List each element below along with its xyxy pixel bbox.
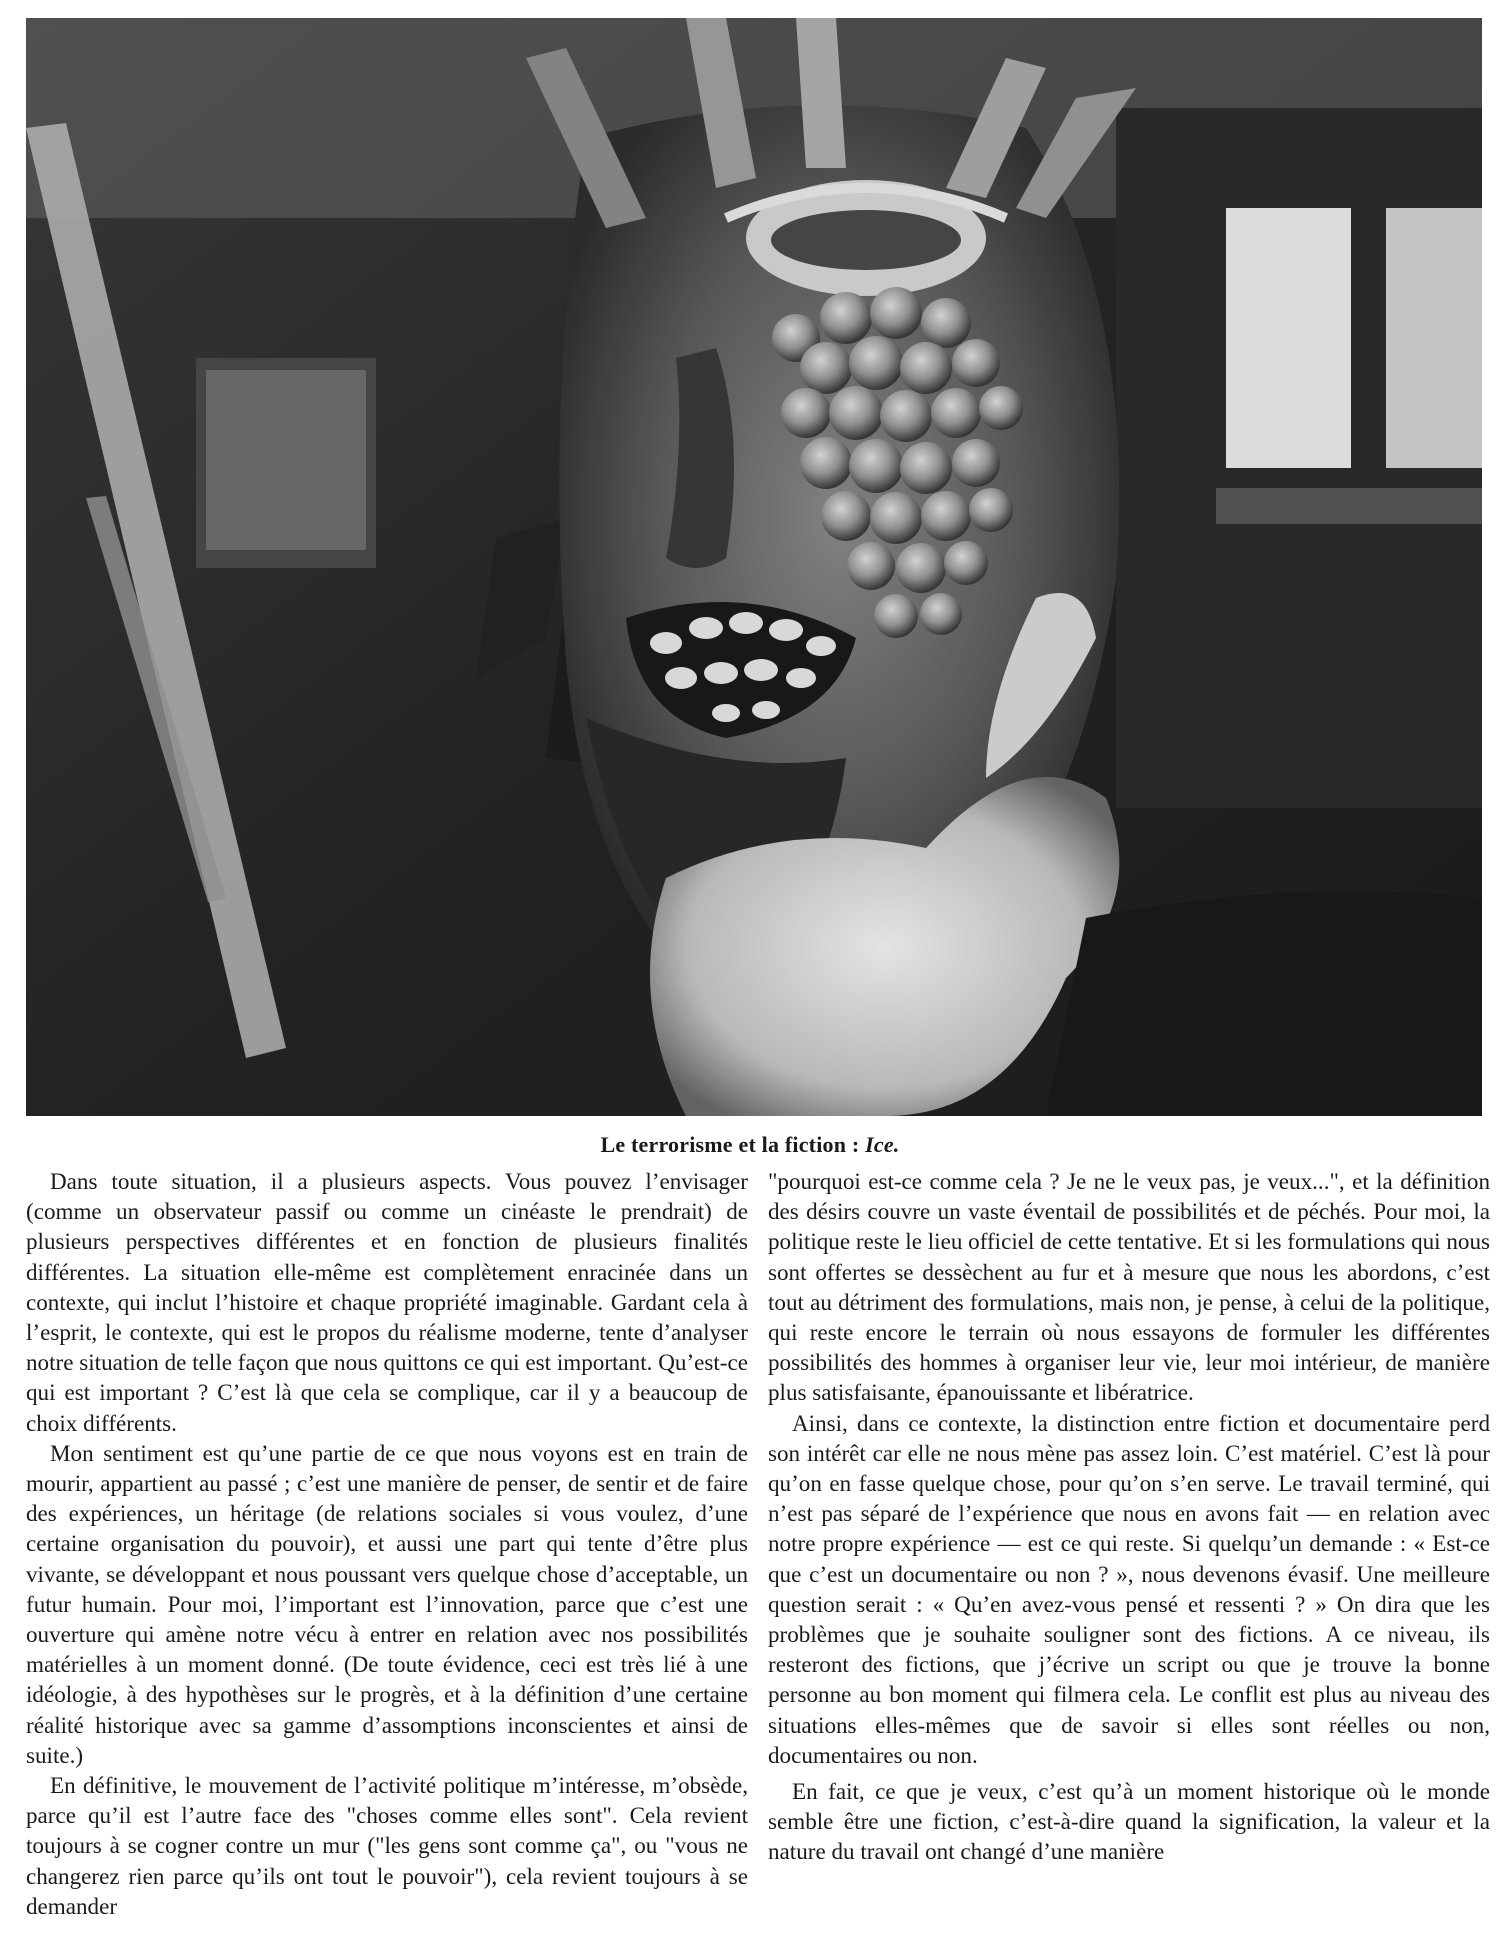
paragraph: Ainsi, dans ce contexte, la distinction entre fiction et documentaire perd son intérêt car elle ne nous mène pas assez loin. C’est matériel. C’est là pour qu’on en fasse quelque chose, pour qu’on s’en serve. Le travail terminé, qui n’est pas séparé de l’expérience que nous en avons fait — en relation avec notre propre expérience — est ce qui reste. Si quelqu’un demande : « Est-ce que c’est un documentaire ou non ? », nous devenons évasif. Une meilleure question serait : « Qu’en avez-vous pensé et ressenti ? » On dira que les problèmes que je souhaite souligner sont des fictions. A ce niveau, ils resteront des fictions, que j’écrive un script ou que je trouve la bonne personne au bon moment qui filmera cela. Le conflit est plus au niveau des situations elles-mêmes que de savoir si elles sont réelles ou non, documentaires ou non. [768, 1409, 1490, 1768]
caption-prefix: Le terrorisme et la fiction : [600, 1132, 866, 1157]
article-column-left [26, 1166, 748, 1921]
figure-caption [0, 1130, 1500, 1160]
paragraph: Mon sentiment est qu’une partie de ce que nous voyons est en train de mourir, appartient au passé ; c’est une manière de penser, de sentir et de faire des expériences, un héritage (de relations sociales si vous voulez, d’une certaine organisation du pouvoir), et aussi une part qui tente d’être plus vivante, se développant et nous poussant vers quelque chose d’acceptable, un futur humain. Pour moi, l’important est l’innovation, parce que c’est une ouverture qui amène notre vécu à entrer en relation avec nos possibilités matérielles à un moment donné. (De toute évidence, ceci est très lié à une idéologie, à des hypothèses sur le progrès, et à la définition d’une certaine réalité historique avec sa gamme d’assomptions inconscientes et ainsi de suite.) [26, 1439, 748, 1768]
caption-film-title: Ice. [865, 1132, 900, 1157]
paragraph: En fait, ce que je veux, c’est qu’à un moment historique où le monde semble être une fiction, c’est-à-dire quand la signification, la valeur et la nature du travail ont changé d’une manière [768, 1778, 1490, 1865]
film-still-photo [26, 18, 1482, 1116]
paragraph: Dans toute situation, il a plusieurs aspects. Vous pouvez l’envisager (comme un observateur passif ou comme un cinéaste le prendrait) de plusieurs perspectives différentes et en fonction de plusieurs finalités différentes. La situation elle-même est complètement enracinée dans un contexte, qui inclut l’histoire et chaque propriété imaginable. Gardant cela à l’esprit, le contexte, qui est le propos du réalisme moderne, tente d’analyser notre situation de telle façon que nous quittons ce qui est important. Qu’est-ce qui est important ? C’est là que cela se complique, car il y a beaucoup de choix différents. [26, 1168, 748, 1436]
article-column-right [768, 1166, 1490, 1867]
paragraph: En définitive, le mouvement de l’activité politique m’intéresse, m’obsède, parce qu’il est l’autre face des "choses comme elles sont". Cela revient toujours à se cogner contre un mur ("les gens sont comme ça", ou "vous ne changerez rien parce qu’ils ont tout le pouvoir"), cela revient toujours à se demander [26, 1772, 748, 1919]
paragraph: "pourquoi est-ce comme cela ? Je ne le veux pas, je veux...", et la définition des désirs couvre un vaste éventail de possibilités et de péchés. Pour moi, la politique reste le lieu officiel de cette tentative. Et si les formulations qui nous sont offertes se dessèchent au fur et à mesure que nous les abordons, c’est tout au détriment des formulations, mais non, je pense, à celui de la politique, qui reste encore le terrain où nous essayons de formuler les différentes possibilités des hommes à organiser leur vie, leur moi intérieur, de manière plus satisfaisante, épanouissante et libératrice. [768, 1168, 1490, 1406]
